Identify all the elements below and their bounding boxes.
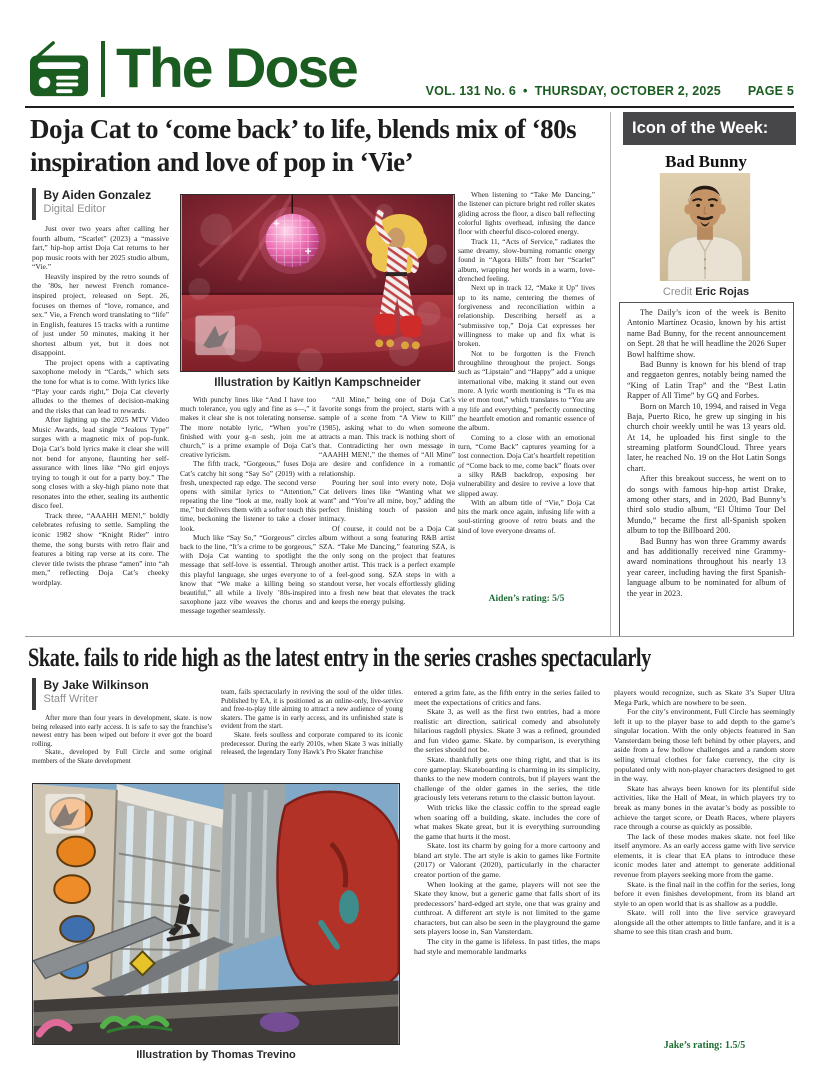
doja-column-1 <box>32 224 169 630</box>
photo-credit <box>619 286 793 298</box>
watermark-logo <box>195 316 235 356</box>
skate-rating: Jake’s rating: 1.5/5 <box>663 1040 746 1051</box>
article-paragraph: Much like “Say So,” “Gorgeous” circles back to the line, “It’s a crime to be gorgeous,” with Doja Cat wanting to spotlight the message that self-love is essential. Through this playful language, she urges everyone to know that “We make a killing being so beautiful,” all while a lively ’80s-inspired saxophone jazz vibe weaves the chorus and message together seamlessly. <box>180 532 316 616</box>
sidebar-box-left-rule <box>619 302 620 636</box>
article-paragraph: team, fails spectacularly in reviving the soul of the older titles. Published by EA, it is positioned as an online-only, live-service and free-to-play title aiming to attract a new audience of young skaters. The game is in early access, and its unfinished state is evident from the start. <box>221 688 403 731</box>
skate-illustration <box>32 783 400 1045</box>
article-paragraph: For the city’s environment, Full Circle has seemingly left it up to the player base to add depth to the game’s singular location. With the only objects featured in San Vansterdam being those left behind by other players, and aside from a few hollow challenges and a random store selling virtual clothes for fake currency, the city is populated only with non-player characters designed to get in the way. <box>614 707 795 784</box>
sidebar-box-right-rule <box>793 302 794 636</box>
skate-column-1 <box>32 714 212 780</box>
page-number: PAGE 5 <box>747 84 794 98</box>
article-paragraph: The lack of these modes makes skate. not feel like itself anymore. As an early access game with live service elements, it is clear that EA plans to introduce these iconic modes later and attempt to generate additional revenue from players seeking more from the game. <box>614 831 795 879</box>
article-paragraph: Bad Bunny is known for his blend of trap and reggaeton genres, notably being named the “King of Latin Trap” and the “Best Latin Rapper of All Time” by GQ and Forbes. <box>627 359 786 401</box>
photo-credit-name: Eric Rojas <box>695 286 750 298</box>
skate-byline <box>32 678 149 710</box>
doja-column-3 <box>319 395 455 632</box>
skate-headline: Skate. fails to ride high as the latest entry in the series crashes spectacularly <box>28 643 651 672</box>
article-paragraph: Coming to a close with an emotional turn, “Come Back” captures yearning for a lost connection. Doja Cat’s heartfelt repetition of “Come back to me, come back” floats over a silky R&B backdrop, exposing her vulnerability and desire to revive a love that slipped away. <box>458 432 595 498</box>
article-paragraph: Skate. thankfully gets one thing right, and that is its core gameplay. Skateboarding is charming in its simplicity, thanks to the new modern controls, but if players want the challenge of the older games in the series, the title graciously lets veterans return to the classic button layout. <box>414 755 600 803</box>
icon-week-name: Bad Bunny <box>665 152 747 171</box>
doja-byline-role: Digital Editor <box>43 203 106 216</box>
article-paragraph: The fifth track, “Gorgeous,” fuses Doja Cat’s catchy hit song “Say So” (2019) with a fresh, unexpected rap edge. The second verse opens with similar lyrics to “Attention,” repeating the line “look at me, really look at me,” but delivers them with a softer touch this time, beckoning the listener to take a closer look. <box>180 459 316 533</box>
skate-byline-author: By Jake Wilkinson <box>43 678 149 692</box>
article-paragraph: Skate 3, as well as the first two entries, had a more realistic art direction, satirical comedy and absolutely hilarious ragdoll physics. Skate 3 was a refined, grounded and fun video game. Skate. by comparison, is everything the series should not be. <box>414 707 600 755</box>
byline-bar <box>32 678 36 710</box>
photo-credit-label: Credit <box>662 286 693 298</box>
article-paragraph: Skate. feels soulless and corporate compared to its iconic predecessor. During the early 2010s, when Skate 3 was initially released, the legendary Tony Hawk’s Pro Skater franchise <box>221 731 403 757</box>
article-paragraph: Bad Bunny has won three Grammy awards and has additionally received nine Grammy-award nominations throughout his nearly 13 year career, including having the first Spanish-language album to be nominated for album of the year in 2023. <box>627 536 786 598</box>
article-paragraph: Next up in track 12, “Make it Up” lives up to its name, centering the themes of forgiveness and reconciliation within a relationship. Describing herself as a “submissive top,” Doja Cat expresses her willingness to make up and fix what is broken. <box>458 283 595 349</box>
bad-bunny-photo <box>659 173 751 281</box>
article-paragraph: Skate. will roll into the live service graveyard alongside all the other attempts to little fanfare, and it is a shame to see this titan crash and burn. <box>614 908 795 937</box>
article-paragraph: Skate has always been known for its plentiful side activities, like the Hall of Meat, in which players try to break as many bones in the avatar’s body as possible to achieve the target score, or Death Races, where players race through a course as quickly as possible. <box>614 783 795 832</box>
article-paragraph: When listening to “Take Me Dancing,” the listener can picture bright red roller skates gliding across the floor, a disco ball reflecting colorful lights overhead, infusing the dance floor with cheerful disco-colored energy. <box>458 190 595 237</box>
article-paragraph: After more than four years in development, skate. is now being released into early access. It is safe to say the franchise’s newest entry has been wiped out before it ever got the board rolling. <box>32 714 212 748</box>
watermark-logo <box>45 794 85 834</box>
doja-illustration <box>180 194 455 372</box>
skate-column-3 <box>414 688 600 1064</box>
article-paragraph: Born on March 10, 1994, and raised in Vega Baja, Puerto Rico, he grew up singing in his church choir weekly until he was 13 years old. At 14, he uploaded his first single to the streaming platform SoundCloud. Three years later, he reached No. 19 on the Hot Latin Songs chart. <box>627 401 786 473</box>
skate-caption: Illustration by Thomas Trevino <box>136 1049 296 1061</box>
sidebar-box-top-rule <box>619 302 794 303</box>
article-paragraph: Of course, it could not be a Doja Cat album without a song featuring R&B artist SZA. “Take Me Dancing,” featuring SZA, is the only song on the project that features another artist. This track is a perfect example of a feel-good song. SZA steps in with a standout verse, her vocals effortlessly gliding into a fresh new beat that elevates the track and keeps the energy pulsing. <box>319 523 455 607</box>
skate-column-4 <box>614 688 795 1034</box>
article-paragraph: Track three, “AAAHH MEN!,” boldly celebrates refusing to settle. Sampling the iconic 1982 show “Knight Rider” intro theme, the song bursts with retro flair and features a biting rap verse at its core. The clever title twists the phrase “amen” into “ah men,” reflecting Doja Cat’s cheeky wordplay. <box>32 510 169 587</box>
doja-column-4 <box>458 190 595 586</box>
article-paragraph: Skate., developed by Full Circle and some original members of the Skate development <box>32 748 212 766</box>
volume-number: VOL. 131 No. 6 <box>425 84 516 98</box>
article-paragraph: The project opens with a captivating saxophone melody in “Cards,” which sets the tone for what is to come. With lyrics like “Play your cards right,” Doja Cat cleverly alludes to the themes of decision-making and the risks that can lead to rewards. <box>32 357 169 415</box>
article-paragraph: With an album title of “Vie,” Doja Cat hits the mark once again, infusing life with a soul-stirring groove of retro beats and the kind of love everyone dreams of. <box>458 497 595 535</box>
article-paragraph: Pouring her soul into every note, Doja Cat delivers lines like “Wanting what we want” and “You’re all mine, boy,” adding the perfect finishing touch of passion and intimacy. <box>319 477 455 524</box>
article-paragraph: After this breakout success, he went on to do songs with famous hip-hop artist Drake, among other stars, and in 2020, Bad Bunny’s third solo studio album, “El Último Tour Del Mundo,” became the first all-Spanish spoken album to top the Billboard 200. <box>627 474 786 536</box>
masthead-divider <box>101 41 105 97</box>
article-paragraph: Skate. lost its charm by going for a more cartoony and bland art style. The art style is akin to games like Fortnite (2017) or Valorant (2020), particularly in the character creator portion of the game. <box>414 841 600 879</box>
doja-column-2 <box>180 395 316 632</box>
radio-icon <box>28 40 90 98</box>
article-paragraph: Just over two years after calling her fourth album, “Scarlet” (2023) a “massive fart,” hip-hop artist Doja Cat returns to her pop music roots with her 2025 studio album, “Vie.” <box>32 224 169 272</box>
skate-byline-role: Staff Writer <box>43 693 99 706</box>
article-paragraph: Heavily inspired by the retro sounds of the ’80s, her newest French romance-inspired project, released on Sept. 26, focuses on themes of “love, romance, and sex.” Vie, a French word translating to “life” in English, features 15 tracks with a runtime of just under 50 minutes, making it her shortest album yet, but it does not disappoint. <box>32 271 169 358</box>
article-paragraph: Not to be forgotten is the French throughline throughout the project. Songs such as “Lipstain” and “Happy” add a unique international vibe, making it stand out even more. A lyric worth mentioning is “Tu es ma vie et mon tout,” which translates to “You are my life and everything,” perfectly connecting the heartfelt emotion and romantic essence of the album. <box>458 348 595 433</box>
article-paragraph: When looking at the game, players will not see the Skate they know, but a generic game that falls short of its predecessors’ hard-edged art style, one that was grainy and cutthroat. A different art style is not limited to the game characters, but can also be seen in the playground the game sets players loose in, San Vansterdam. <box>414 879 600 937</box>
article-paragraph: With punchy lines like “And I have too much tolerance, you ugly and fine as s—,” it makes it clear she is not tolerating nonsense. The more notable lyric, “When you’re finished with your g–n sesh, join me at church,” is a prime example of Doja Cat’s creative lyricism. <box>180 395 316 460</box>
article-paragraph: “All Mine,” being one of Doja Cat’s favorite songs from the project, starts with a sample of a scene from “A View to Kill” (1985), asking what to do when someone attracts a man. This track is nothing short of that. Contradicting her own message in “AAAHH MEN!,” the themes of “All Mine” are desire and confidence in a romantic relationship. <box>319 395 455 478</box>
icon-week-banner <box>623 112 796 145</box>
article-paragraph: Track 11, “Acts of Service,” radiates the same dreamy, slow-burning romantic energy found in “Agora Hills” from her “Scarlet” album, wrapping her words in a warm, love-drenched feeling. <box>458 236 595 283</box>
article-paragraph: Skate. is the final nail in the coffin for the series, long before it even finishes development, from its bland art style to an open world that is as shallow as a puddle. <box>614 879 795 908</box>
doja-caption: Illustration by Kaitlyn Kampschneider <box>214 377 421 389</box>
article-paragraph: entered a grim fate, as the fifth entry in the series failed to meet the expectations of critics and fans. <box>414 688 600 707</box>
article-paragraph: players would recognize, such as Skate 3’s Super Ultra Mega Park, which are nowhere to be seen. <box>614 688 795 707</box>
brand-logo: The Dose <box>116 36 357 99</box>
sidebar-divider <box>610 112 611 636</box>
icon-week-body <box>627 308 786 632</box>
doja-byline <box>32 188 151 220</box>
bullet-separator: • <box>522 84 528 98</box>
volume-line <box>426 84 794 98</box>
header-rule <box>25 106 794 108</box>
doja-headline: Doja Cat to ‘come back’ to life, blends mix of ‘80s inspiration and love of pop in ‘Vie’ <box>30 114 577 177</box>
doja-byline-author: By Aiden Gonzalez <box>43 188 152 202</box>
date-text: THURSDAY, OCTOBER 2, 2025 <box>534 84 721 98</box>
section-rule <box>25 636 794 637</box>
article-paragraph: The Daily’s icon of the week is Benito Antonio Martínez Ocasio, known by his artist name Bad Bunny, for the recent announcement on Sept. 28 that he will headline the 2026 Super Bowl halftime show. <box>627 308 786 359</box>
skate-column-2 <box>221 688 403 780</box>
article-paragraph: After lighting up the 2025 MTV Video Music Awards, lead single “Jealous Type” surges with a magnetic mix of pop-funk. Doja Cat’s bold lyrics make it clear she will not bend for anyone, flaunting her self-assurance with lines like “No girl enjoys trying to tough it out for a party boy.” The song closes with a sky-high piano note that resonates into the ether, sealing its authentic disco feel. <box>32 415 169 511</box>
icon-week-banner-label: Icon of the Week: <box>632 119 769 137</box>
byline-bar <box>32 188 36 220</box>
article-paragraph: With tricks like the classic coffin to the spread eagle when soaring off a building, skate. includes the core of what makes Skate great, but it is everything surrounding the game that hurts it the most. <box>414 802 600 841</box>
article-paragraph: The city in the game is lifeless. In past titles, the maps had style and memorable landmarks <box>414 937 600 956</box>
doja-rating: Aiden’s rating: 5/5 <box>488 594 565 604</box>
